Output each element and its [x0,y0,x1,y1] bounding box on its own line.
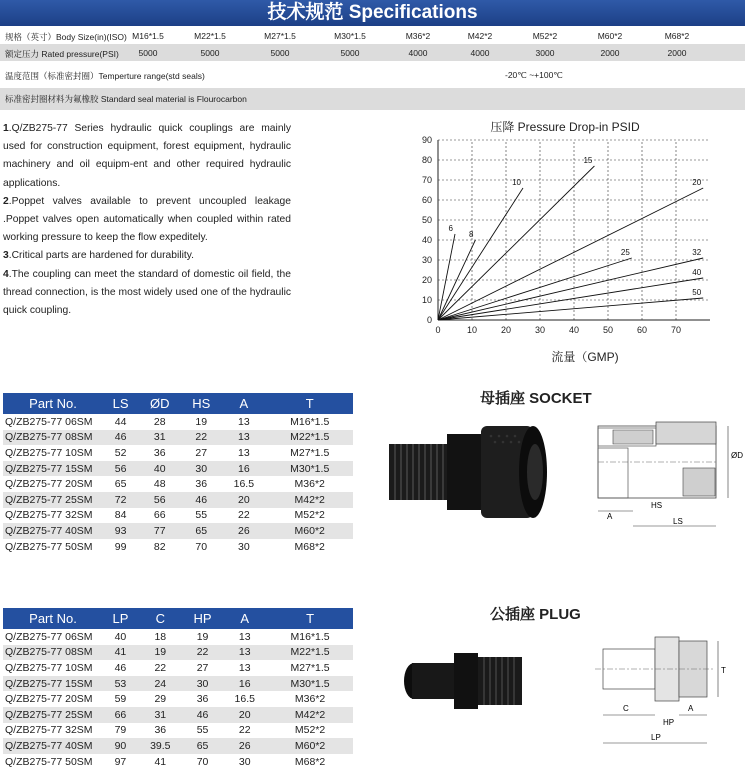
y-tick-label: 50 [421,215,432,225]
pressure-cell: 4000 [470,48,490,58]
size-cell: M22*1.5 [194,31,226,41]
seal-label: 标准密封圈材料为氟橡胶 Standard seal material is Flourocarbon [5,94,247,104]
y-tick-label: 40 [421,235,432,245]
table-cell: M16*1.5 [290,630,330,643]
table-cell: 30 [183,676,223,692]
pressure-cell: 5000 [138,48,158,58]
description-text [3,120,291,320]
table-cell: 22 [154,661,167,674]
table-cell: 59 [114,693,127,706]
table-row [3,676,353,692]
paragraph-2: 2.Poppet valves available to prevent uncoupled leakage .Poppet valves open automatically when coupled within rated working pressure to keep the flow expeditely. [3,195,291,244]
table-row [3,738,353,754]
temp-value: -20℃ ~+100℃ [505,70,563,80]
table-cell: Q/ZB275-77 08SM [3,430,103,446]
table-cell: 31 [138,707,183,723]
table-row [3,539,353,555]
table-cell: 39.5 [138,738,183,754]
table-cell: Q/ZB275-77 20SM [5,478,93,491]
table-cell: 55 [195,509,208,522]
series-line-40 [438,278,703,320]
table-row [3,754,353,770]
table-cell: 65 [183,738,223,754]
series-line-25 [438,258,632,320]
table-header-row [3,393,353,414]
size-cell: M16*1.5 [132,31,164,41]
table-cell: 36 [195,478,208,491]
pressure-cell: 3000 [535,48,555,58]
size-cell: M52*2 [532,31,558,41]
table-cell: 82 [153,540,166,553]
table-cell: 13 [222,645,267,661]
table-cell: 55 [196,724,209,737]
size-cell: M60*2 [597,31,623,41]
plug-title: 公插座 PLUG [490,606,581,623]
series-label: 10 [512,178,521,187]
series-label: 50 [692,288,702,297]
table-cell: 31 [138,430,181,446]
column-header: A [221,393,266,414]
table-cell: 28 [153,415,166,428]
socket-dim-hs: HS [651,501,663,510]
x-tick-label: 50 [602,325,614,335]
table-cell: 46 [103,430,138,446]
table-cell: Q/ZB275-77 32SM [5,724,93,737]
pressure-cell: 2000 [667,48,687,58]
table-cell: 18 [154,630,167,643]
table-row [3,476,353,492]
series-label: 15 [583,156,593,165]
table-cell: 13 [238,446,250,459]
table-cell: 29 [154,693,167,706]
table-cell: 70 [195,540,208,553]
table-cell: Q/ZB275-77 08SM [3,645,103,661]
column-header: Part No. [3,393,103,414]
plug-dim-hp: HP [663,718,675,727]
table-cell: Q/ZB275-77 20SM [5,693,93,706]
series-line-32 [438,258,703,320]
socket-photo [383,412,563,527]
y-tick-label: 10 [421,295,432,305]
plug-drawing [593,625,743,750]
table-cell: M52*2 [294,724,326,737]
paragraph-4: 4.The coupling can meet the standard of domestic oil field, the thread connection, is the most widely used one of the hydraulic quick coupling. [3,268,291,317]
column-header: ØD [138,393,181,414]
series-label: 20 [692,178,702,187]
table-cell: Q/ZB275-77 10SM [5,446,93,459]
table-row [3,445,353,461]
series-line-15 [438,166,594,320]
table-cell: M36*2 [294,478,325,491]
chart-xlabel: 流量（GMP) [551,350,619,364]
pressure-cell: 5000 [200,48,220,58]
table-row [3,414,353,430]
table-cell: 46 [181,492,221,508]
table-cell: M68*2 [294,540,325,553]
x-tick-label: 10 [466,325,478,335]
table-row [3,508,353,524]
y-tick-label: 60 [421,195,432,205]
table-cell: 30 [181,461,221,477]
paragraph-1: 1.Q/ZB275-77 Series hydraulic quick couplings are mainly used for construction equipment, forest equipment, hydraulic machinery and oil equipm-ent and other required hydraulic applications. [3,123,291,189]
table-row [3,492,353,508]
table-cell: 65 [181,523,221,539]
column-header: LS [103,393,138,414]
table-cell: 16 [221,461,266,477]
table-cell: 13 [238,661,251,674]
table-cell: 36 [154,724,167,737]
table-cell: M36*2 [294,693,326,706]
table-cell: Q/ZB275-77 50SM [5,540,93,553]
table-row [3,691,353,707]
table-cell: Q/ZB275-77 40SM [3,738,103,754]
table-cell: M42*2 [267,707,353,723]
table-cell: Q/ZB275-77 25SM [3,492,103,508]
x-tick-label: 20 [500,325,512,335]
column-header: HP [183,608,223,629]
pressure-cell: 2000 [600,48,620,58]
table-cell: 22 [238,509,250,522]
size-cell: M27*1.5 [264,31,296,41]
table-cell: M30*1.5 [266,461,353,477]
table-row [3,430,353,446]
socket-dim-ls: LS [673,517,683,526]
table-cell: 40 [114,630,127,643]
socket-title: 母插座 SOCKET [480,390,592,407]
table-cell: 56 [103,461,138,477]
table-cell: 20 [221,492,266,508]
column-header: A [222,608,267,629]
x-tick-label: 0 [435,325,441,335]
table-cell: Q/ZB275-77 10SM [5,661,93,674]
table-cell: 16.5 [233,478,255,491]
plug-table [3,608,353,769]
table-cell: 27 [196,661,209,674]
series-label: 32 [692,248,702,257]
size-cell: M36*2 [405,31,431,41]
table-cell: 84 [114,509,127,522]
series-label: 25 [620,248,630,257]
x-tick-label: 30 [534,325,546,335]
table-cell: M30*1.5 [267,676,353,692]
table-cell: M27*1.5 [290,661,330,674]
y-tick-label: 70 [421,175,432,185]
table-cell: M27*1.5 [290,446,330,459]
size-cell: M68*2 [664,31,690,41]
table-cell: 30 [238,540,250,553]
table-cell: 13 [238,415,250,428]
pressure-label: 额定压力 Rated pressure(PSI) [5,49,119,59]
table-cell: M16*1.5 [290,415,330,428]
plug-dim-t: T [721,666,726,675]
socket-table [3,393,353,554]
table-cell: Q/ZB275-77 50SM [5,755,93,768]
table-cell: 79 [114,724,127,737]
table-cell: 41 [154,755,167,768]
table-cell: M60*2 [266,523,353,539]
y-tick-label: 0 [426,315,432,325]
paragraph-3: 3.Critical parts are hardened for durability. [3,250,194,262]
spec-seal-row [0,88,745,110]
table-cell: 19 [196,630,209,643]
table-cell: 93 [103,523,138,539]
table-cell: 41 [103,645,138,661]
table-cell: M52*2 [294,509,325,522]
table-header-row [3,608,353,629]
table-cell: 19 [138,645,183,661]
pressure-cell: 5000 [270,48,290,58]
table-cell: 65 [114,478,127,491]
table-row [3,523,353,539]
series-label: 8 [468,230,474,239]
column-header: LP [103,608,138,629]
table-cell: 36 [153,446,166,459]
plug-dim-a: A [688,704,694,713]
table-cell: 16.5 [234,693,255,706]
plug-photo [398,635,528,725]
table-cell: 13 [221,430,266,446]
size-label: 规格（英寸）Body Size(in)(ISO) [5,32,127,42]
table-cell: 26 [222,738,267,754]
table-cell: 46 [114,661,127,674]
column-header: T [266,393,353,414]
column-header: Part No. [3,608,103,629]
table-cell: 56 [138,492,181,508]
table-cell: 52 [114,446,127,459]
temp-label: 温度范围（标准密封圈）Temperture range(std seals) [5,71,205,81]
table-cell: 72 [103,492,138,508]
table-cell: 70 [196,755,209,768]
pressure-cell: 5000 [340,48,360,58]
table-cell: 53 [103,676,138,692]
table-cell: M60*2 [267,738,353,754]
table-row [3,461,353,477]
socket-drawing [593,408,743,533]
pressure-drop-chart [405,115,735,370]
series-line-50 [438,298,703,320]
table-cell: 24 [138,676,183,692]
plug-dim-c: C [623,704,629,713]
table-row [3,645,353,661]
table-cell: 77 [138,523,181,539]
table-cell: 19 [195,415,208,428]
table-cell: M42*2 [266,492,353,508]
pressure-cell: 4000 [408,48,428,58]
table-cell: 97 [114,755,127,768]
plug-dim-lp: LP [651,733,661,742]
y-tick-label: 30 [421,255,432,265]
table-cell: Q/ZB275-77 06SM [5,630,93,643]
table-cell: 66 [103,707,138,723]
spec-temp-row [0,64,745,86]
table-cell: 30 [238,755,251,768]
table-cell: 40 [138,461,181,477]
table-row [3,660,353,676]
table-cell: Q/ZB275-77 25SM [3,707,103,723]
y-tick-label: 20 [421,275,432,285]
table-cell: 26 [221,523,266,539]
series-label: 40 [692,268,702,277]
series-label: 6 [448,224,453,233]
table-cell: 22 [183,645,223,661]
column-header: T [267,608,353,629]
table-cell: 66 [153,509,166,522]
y-tick-label: 90 [421,135,432,145]
table-cell: 13 [238,630,251,643]
socket-dim-d: ØD [731,451,743,460]
size-cell: M42*2 [467,31,493,41]
table-cell: Q/ZB275-77 06SM [5,415,93,428]
table-cell: Q/ZB275-77 40SM [3,523,103,539]
column-header: C [138,608,183,629]
table-cell: M22*1.5 [267,645,353,661]
table-cell: 44 [114,415,127,428]
x-tick-label: 60 [636,325,648,335]
spec-pressure-row [0,44,745,61]
table-cell: Q/ZB275-77 32SM [5,509,93,522]
socket-dim-a: A [607,512,613,521]
table-cell: 48 [153,478,166,491]
table-cell: M22*1.5 [266,430,353,446]
table-cell: Q/ZB275-77 15SM [3,676,103,692]
table-cell: 27 [195,446,208,459]
size-cell: M30*1.5 [334,31,366,41]
table-cell: Q/ZB275-77 15SM [3,461,103,477]
x-tick-label: 70 [670,325,682,335]
table-cell: 16 [222,676,267,692]
table-cell: 36 [196,693,209,706]
chart-title: 压降 Pressure Drop-in PSID [490,120,640,134]
x-tick-label: 40 [568,325,580,335]
column-header: HS [181,393,221,414]
y-tick-label: 80 [421,155,432,165]
table-row [3,629,353,645]
specifications-banner: 技术规范 Specifications [0,0,745,26]
table-row [3,707,353,723]
table-row [3,723,353,739]
table-cell: 99 [114,540,127,553]
table-cell: M68*2 [294,755,326,768]
table-cell: 20 [222,707,267,723]
spec-size-row [0,27,745,44]
table-cell: 22 [181,430,221,446]
table-cell: 22 [238,724,251,737]
table-cell: 46 [183,707,223,723]
table-cell: 90 [103,738,138,754]
